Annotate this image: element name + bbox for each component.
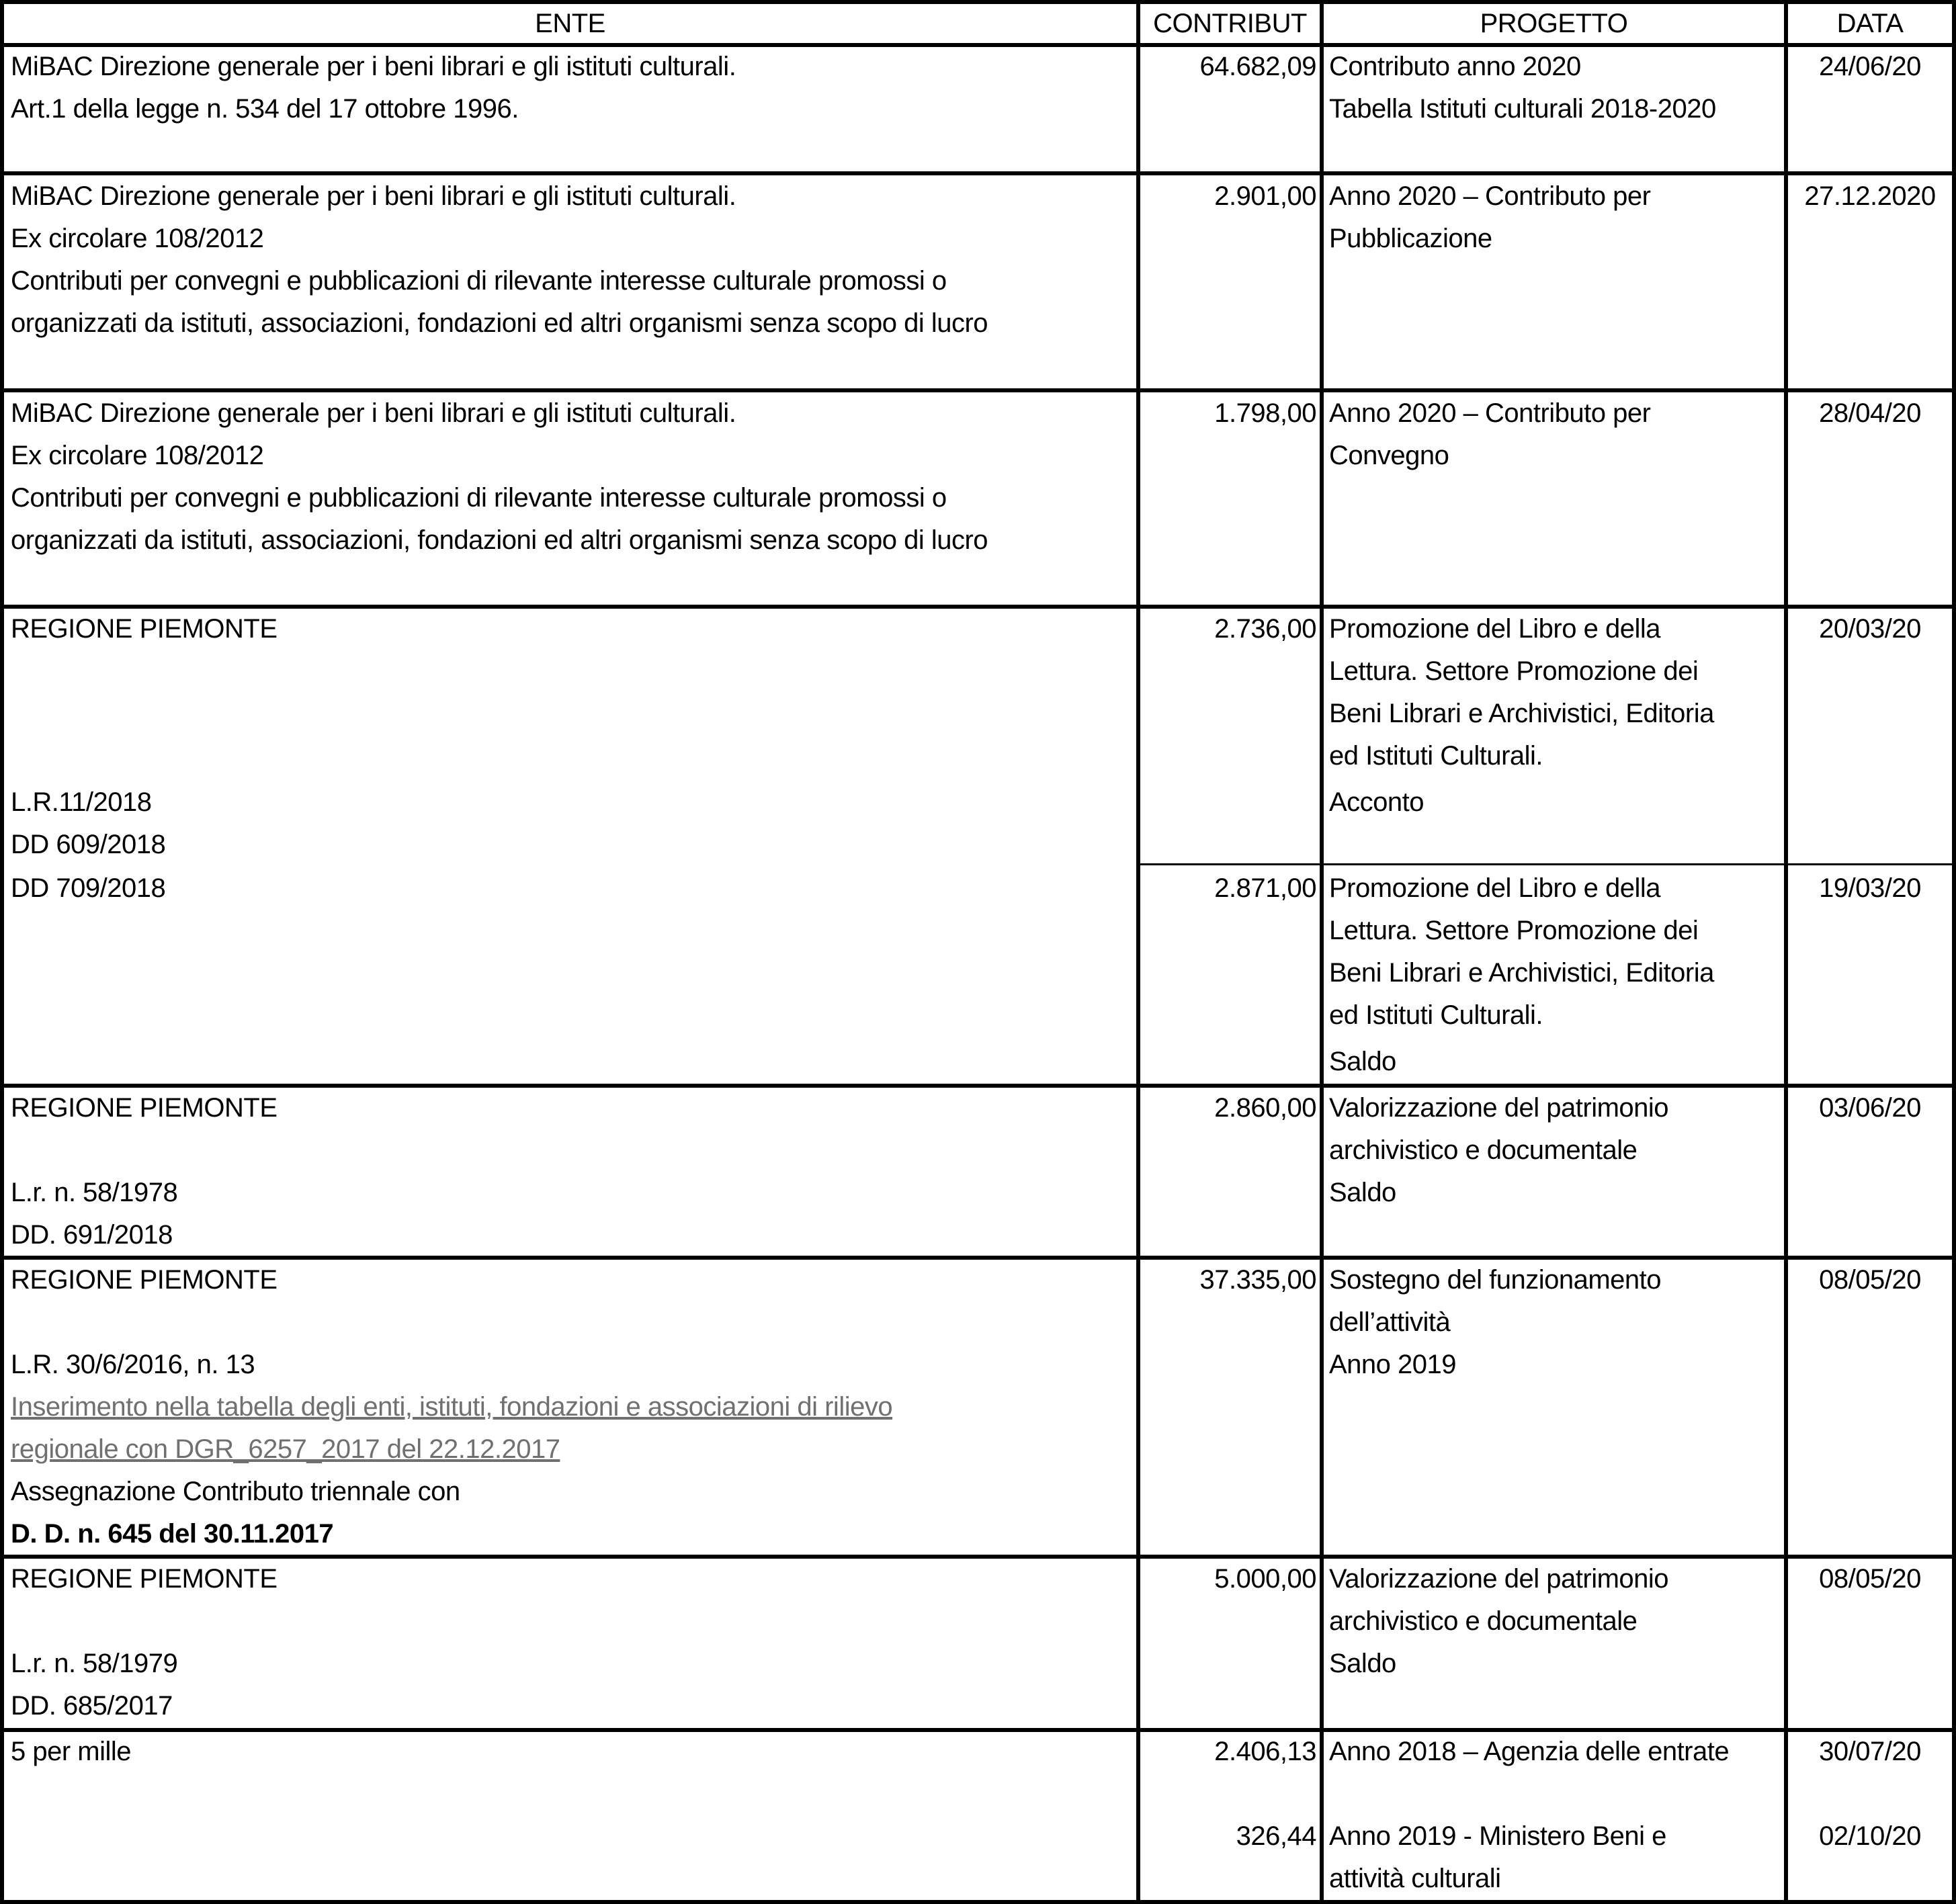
- contributo-amount: 2.736,00: [1214, 614, 1316, 644]
- border-col-2: [1320, 0, 1324, 1904]
- progetto-text: archivistico e documentale: [1329, 1606, 1638, 1636]
- ente-text: 5 per mille: [11, 1737, 132, 1766]
- ente-text: REGIONE PIEMONTE: [11, 1265, 278, 1295]
- ente-text: L.R. 30/6/2016, n. 13: [11, 1350, 255, 1379]
- ente-text: REGIONE PIEMONTE: [11, 614, 278, 644]
- contributo-amount: 1.798,00: [1214, 398, 1316, 428]
- border-row-5: [0, 1256, 1956, 1260]
- progetto-text: Contributo anno 2020: [1329, 52, 1581, 81]
- contributo-amount: 5.000,00: [1214, 1564, 1316, 1594]
- data-date: 28/04/20: [1819, 398, 1921, 428]
- progetto-text: dell’attività: [1329, 1307, 1451, 1337]
- ente-text: L.R.11/2018: [11, 787, 152, 817]
- ente-text: Ex circolare 108/2012: [11, 441, 264, 470]
- ente-text: Contributi per convegni e pubblicazioni di rilevante interesse culturale promossi o: [11, 483, 947, 513]
- data-date: 08/05/20: [1819, 1564, 1921, 1594]
- border-left: [0, 0, 4, 1904]
- ente-text: MiBAC Direzione generale per i beni librari e gli istituti culturali.: [11, 52, 736, 81]
- ente-text: DD 609/2018: [11, 830, 166, 859]
- ente-text: MiBAC Direzione generale per i beni librari e gli istituti culturali.: [11, 181, 736, 211]
- contributo-amount: 2.901,00: [1214, 181, 1316, 211]
- data-date: 27.12.2020: [1804, 181, 1936, 211]
- progetto-text: Convegno: [1329, 441, 1449, 470]
- progetto-text: attività culturali: [1329, 1864, 1501, 1893]
- ente-text: Contributi per convegni e pubblicazioni di rilevante interesse culturale promossi o: [11, 266, 947, 296]
- progetto-text: Anno 2020 – Contributo per: [1329, 181, 1651, 211]
- ente-text: L.r. n. 58/1979: [11, 1649, 178, 1678]
- ente-text: DD. 691/2018: [11, 1220, 173, 1250]
- ente-text: organizzati da istituti, associazioni, fondazioni ed altri organismi senza scopo di lucro: [11, 308, 988, 338]
- ente-text: DD. 685/2017: [11, 1691, 173, 1721]
- contributo-amount: 2.871,00: [1214, 873, 1316, 903]
- contributo-amount: 2.860,00: [1214, 1093, 1316, 1123]
- ente-text: Ex circolare 108/2012: [11, 224, 264, 253]
- header-ente: ENTE: [535, 9, 605, 38]
- border-bottom: [0, 1900, 1956, 1904]
- data-date: 02/10/20: [1819, 1821, 1921, 1851]
- data-date: 03/06/20: [1819, 1093, 1921, 1123]
- border-right: [1952, 0, 1956, 1904]
- progetto-text: Anno 2019 - Ministero Beni e: [1329, 1821, 1666, 1851]
- ente-text: DD 709/2018: [11, 873, 166, 903]
- progetto-text: Anno 2019: [1329, 1350, 1457, 1379]
- ente-text: organizzati da istituti, associazioni, fondazioni ed altri organismi senza scopo di lucro: [11, 525, 988, 555]
- ente-text: REGIONE PIEMONTE: [11, 1093, 278, 1123]
- progetto-text: Valorizzazione del patrimonio: [1329, 1093, 1669, 1123]
- contributo-amount: 326,44: [1236, 1821, 1316, 1851]
- progetto-text: Promozione del Libro e della: [1329, 614, 1660, 644]
- data-date: 24/06/20: [1819, 52, 1921, 81]
- progetto-text: Saldo: [1329, 1178, 1396, 1207]
- progetto-text: Beni Librari e Archivistici, Editoria: [1329, 958, 1714, 988]
- progetto-text: Acconto: [1329, 787, 1425, 817]
- contributo-amount: 64.682,09: [1199, 52, 1316, 81]
- dgr-link[interactable]: Inserimento nella tabella degli enti, istituti, fondazioni e associazioni di rilievo: [11, 1392, 893, 1422]
- progetto-text: Promozione del Libro e della: [1329, 873, 1660, 903]
- border-row-3: [0, 605, 1956, 609]
- progetto-text: Beni Librari e Archivistici, Editoria: [1329, 699, 1714, 728]
- progetto-text: Lettura. Settore Promozione dei: [1329, 916, 1699, 945]
- ente-text: REGIONE PIEMONTE: [11, 1564, 278, 1594]
- dgr-link[interactable]: regionale con DGR_6257_2017 del 22.12.2017: [11, 1434, 560, 1464]
- progetto-text: Anno 2020 – Contributo per: [1329, 398, 1651, 428]
- data-date: 20/03/20: [1819, 614, 1921, 644]
- ente-text: L.r. n. 58/1978: [11, 1178, 178, 1207]
- progetto-text: ed Istituti Culturali.: [1329, 741, 1543, 771]
- ente-text: D. D. n. 645 del 30.11.2017: [11, 1519, 334, 1549]
- data-date: 30/07/20: [1819, 1737, 1921, 1766]
- contributo-amount: 37.335,00: [1199, 1265, 1316, 1295]
- ente-text: MiBAC Direzione generale per i beni librari e gli istituti culturali.: [11, 398, 736, 428]
- data-date: 19/03/20: [1819, 873, 1921, 903]
- contributo-amount: 2.406,13: [1214, 1737, 1316, 1766]
- border-col-3: [1784, 0, 1788, 1904]
- progetto-text: ed Istituti Culturali.: [1329, 1000, 1543, 1030]
- header-data: DATA: [1836, 9, 1904, 38]
- progetto-text: archivistico e documentale: [1329, 1135, 1638, 1165]
- progetto-text: Valorizzazione del patrimonio: [1329, 1564, 1669, 1594]
- ente-text: Assegnazione Contributo triennale con: [11, 1477, 460, 1506]
- progetto-text: Sostegno del funzionamento: [1329, 1265, 1662, 1295]
- header-progetto: PROGETTO: [1480, 9, 1628, 38]
- border-col-1: [1136, 0, 1140, 1904]
- progetto-text: Pubblicazione: [1329, 224, 1492, 253]
- progetto-text: Tabella Istituti culturali 2018-2020: [1329, 94, 1716, 124]
- progetto-text: Saldo: [1329, 1047, 1396, 1076]
- progetto-text: Saldo: [1329, 1649, 1396, 1678]
- header-contributo: CONTRIBUT: [1153, 9, 1307, 38]
- ente-text: Art.1 della legge n. 534 del 17 ottobre 1996.: [11, 94, 519, 124]
- progetto-text: Lettura. Settore Promozione dei: [1329, 656, 1699, 686]
- data-date: 08/05/20: [1819, 1265, 1921, 1295]
- border-subrow-4: [1138, 863, 1956, 865]
- progetto-text: Anno 2018 – Agenzia delle entrate: [1329, 1737, 1730, 1766]
